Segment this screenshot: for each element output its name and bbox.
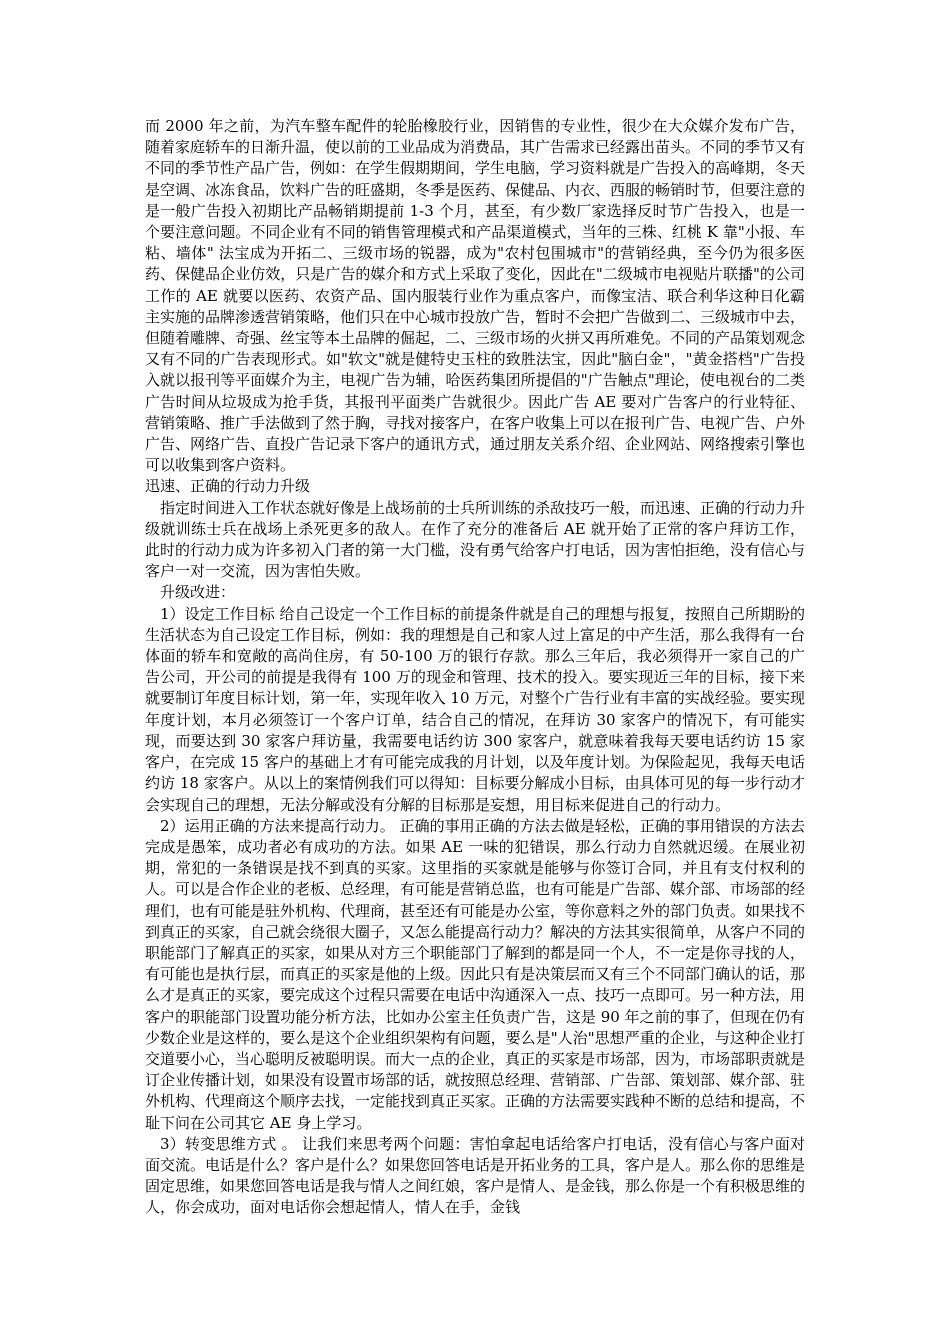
paragraph-change-thinking: 3）转变思维方式 。 让我们来思考两个问题：害怕拿起电话给客户打电话，没有信心与客户面对面交流。电话是什么？客户是什么？如果您回答电话是开拓业务的工具，客户是人。那么你的思维是固定思维，如果您回答电话是我与情人之间红娘，客户是情人、是金钱，那么你是一个有积极思维的人，你会成功，面对电话你会想起情人，情人在手，金钱 — [145, 1134, 806, 1217]
document-body — [145, 116, 805, 1219]
paragraph-set-goals: 1）设定工作目标 给自己设定一个工作目标的前提条件就是自己的理想与报复，按照自己所期盼的生活状态为自己设定工作目标，例如：我的理想是自己和家人过上富足的中产生活，那么我得有一台体面的轿车和宽敞的高尚住房，有 50-100 万的银行存款。那么三年后，我必须得开一家自己的广告公司，开公司的前提是我得有 100 万的现金和管理、技术的投入。要实现近三年的目标，接下来就要制订年度目标计划，第一年，实现年收入 10 万元，对整个广告行业有丰富的实战经验。要实现年度计划，本月必须签订一个客户订单，结合自己的情况，在拜访 30 家客户的情况下，有可能实现，而要达到 30 家客户拜访量，我需要电话约访 300 家客户，就意味着我每天要电话约访 15 家客户，在完成 15 客户的基础上才有可能完成我的月计划，以及年度计划。为保险起见，我每天电话约访 18 家客户。从以上的案情例我们可以得知：目标要分解成小目标，由具体可见的每一步行动才会实现自己的理想，无法分解或没有分解的目标那是妄想，用目标来促进自己的行动力。 — [145, 604, 806, 814]
paragraph-correct-method: 2）运用正确的方法来提高行动力。 正确的事用正确的方法去做是轻松，正确的事用错误的方法去完成是愚笨，成功者必有成功的方法。如果 AE 一味的犯错误，那么行动力自然就迟缓。在展业初期，常犯的一条错误是找不到真的买家。这里指的买家就是能够与你签订合同，并且有支付权利的人。可以是合作企业的老板、总经理，有可能是营销总监，也有可能是广告部、媒介部、市场部的经理们，也有可能是驻外机构、代理商，甚至还有可能是办公室，等你意料之外的部门负责。如果找不到真正的买家，自己就会绕很大圈子，又怎么能提高行动力？解决的方法其实很简单，从客户不同的职能部门了解真正的买家，如果从对方三个职能部门了解到的都是同一个人，不一定是你寻找的人，有可能也是执行层，而真正的买家是他的上级。因此只有是决策层而又有三个不同部门确认的话，那么才是真正的买家，要完成这个过程只需要在电话中沟通深入一点、技巧一点即可。另一种方法，用客户的职能部门设置功能分析方法，比如办公室主任负责广告，这是 90 年之前的事了，但现在仍有少数企业是这样的，要么是这个企业组织架构有问题，要么是"人治"思想严重的企业，与这种企业打交道要小心，当心聪明反被聪明误。而大一点的企业，真正的买家是市场部，因为，市场部职责就是订企业传播计划，如果没有设置市场部的话，就按照总经理、营销部、广告部、策划部、媒介部、驻外机构、代理商这个顺序去找，一定能找到真正买家。正确的方法需要实践种不断的总结和提高，不耻下问在公司其它 AE 身上学习。 — [145, 816, 806, 1132]
paragraph-upgrade-label: 升级改进： — [160, 583, 236, 602]
section-heading-action-upgrade: 迅速、正确的行动力升级 — [145, 477, 311, 496]
paragraph-action-intro: 指定时间进入工作状态就好像是上战场前的士兵所训练的杀敌技巧一般，而迅速、正确的行动力升级就训练士兵在战场上杀死更多的敌人。在作了充分的准备后 AE 就开始了正常的客户拜访工作，此时的行动力成为许多初入门者的第一大门槛，没有勇气给客户打电话，因为害怕拒绝，没有信心与客户一对一交流，因为害怕失败。 — [145, 498, 806, 581]
paragraph-industry-seasonality: 而 2000 年之前，为汽车整车配件的轮胎橡胶行业，因销售的专业性，很少在大众媒介发布广告，随着家庭轿车的日渐升温，使以前的工业品成为消费品，其广告需求已经露出苗头。不同的季节又有不同的季节性产品广告，例如：在学生假期期间，学生电脑，学习资料就是广告投入的高峰期，冬天是空调、冰冻食品，饮料广告的旺盛期，冬季是医药、保健品、内衣、西服的畅销时节，但要注意的是一般广告投入初期比产品畅销期提前 1-3 个月，甚至，有少数厂家选择反时节广告投入，也是一个要注意问题。不同企业有不同的销售管理模式和产品渠道模式，当年的三株、红桃 K 靠"小报、车粘、墙体" 法宝成为开拓二、三级市场的锐器，成为"农村包围城市"的营销经典，至今仍为很多医药、保健品企业仿效，只是广告的媒介和方式上采取了变化，因此在"二级城市电视贴片联播"的公司工作的 AE 就要以医药、农资产品、国内服装行业作为重点客户，而像宝洁、联合利华这种日化霸主实施的品牌渗透营销策略，他们只在中心城市投放广告，暂时不会把广告做到二、三级城市中去，但随着雕牌、奇强、丝宝等本土品牌的倔起，二、三级市场的火拼又再所难免。不同的产品策划观念又有不同的广告表现形式。如"软文"就是健特史玉柱的致胜法宝，因此"脑白金"，"黄金搭档"广告投入就以报刊等平面媒介为主，电视广告为辅，哈医药集团所提倡的"广告触点"理论，使电视台的二类广告时间从垃圾成为抢手货，其报刊平面类广告就很少。因此广告 AE 要对广告客户的行业特征、营销策略、推广手法做到了然于胸，寻找对接客户，在客户收集上可以在报刊广告、电视广告、户外广告、网络广告、直投广告记录下客户的通讯方式，通过朋友关系介绍、企业网站、网络搜索引擎也可以收集到客户资料。 — [145, 117, 806, 475]
